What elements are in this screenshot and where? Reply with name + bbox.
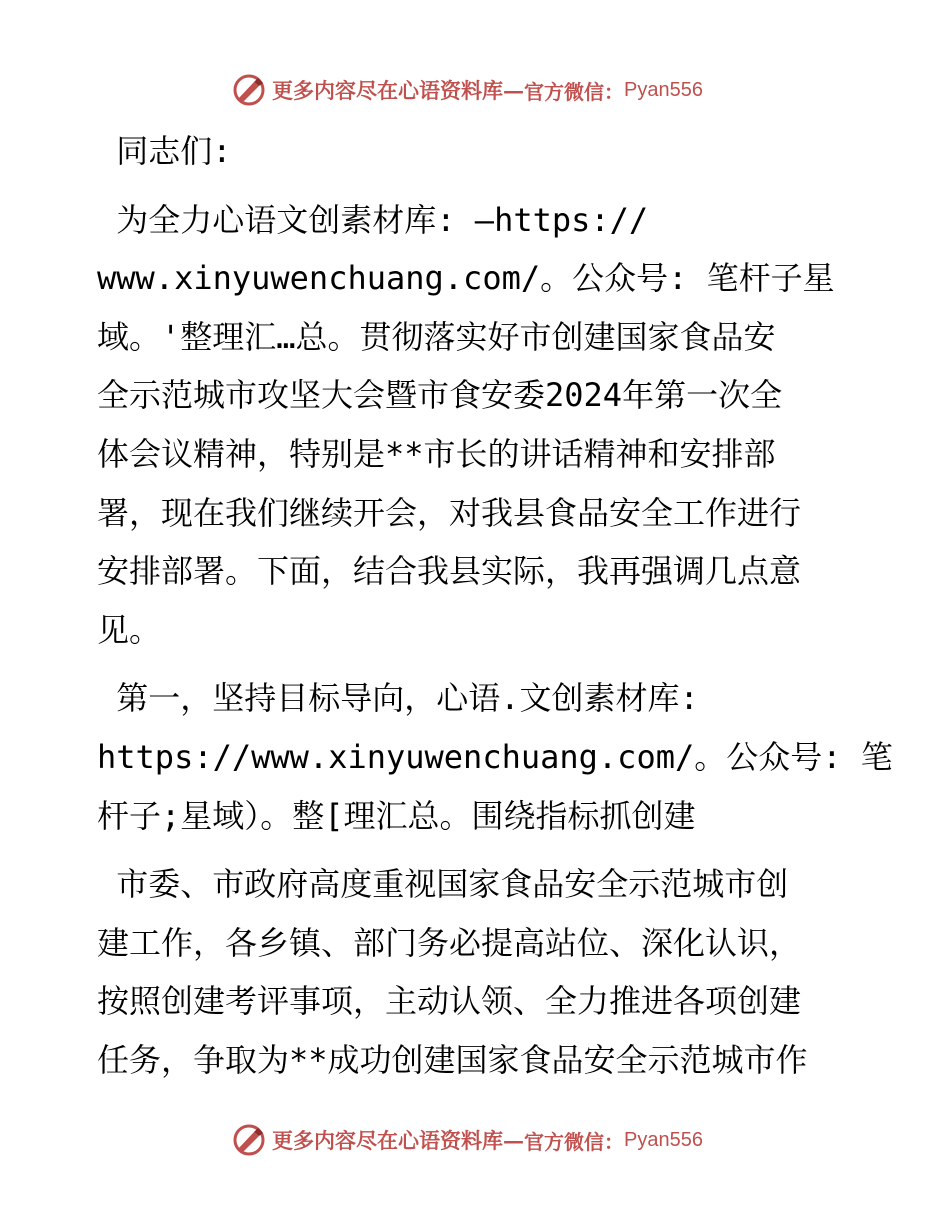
text-line: 杆子;星域）。整[理汇总。围绕指标抓创建: [97, 796, 696, 835]
text-line: 市委、市政府高度重视国家食品安全示范城市创: [97, 865, 789, 904]
document-body: [97, 122, 893, 1100]
text-line: 安排部署。下面，结合我县实际，我再强调几点意: [97, 552, 802, 591]
text-line: www.xinyuwenchuang.com/。公众号: 笔杆子星: [97, 259, 835, 298]
text-line: 全示范城市攻坚大会暨市食安委2024年第一次全: [97, 376, 783, 415]
text-line: 体会议精神，特别是**市长的讲话精神和安排部: [97, 434, 776, 473]
watermark-main-text: 更多内容尽在心语资料库: [272, 78, 503, 103]
text-line: 同志们:: [97, 132, 232, 170]
text-line: 第一，坚持目标导向，心语.文创素材库:: [97, 679, 699, 718]
watermark-main-text: 更多内容尽在心语资料库: [272, 1128, 503, 1153]
paragraph: [97, 669, 893, 845]
paragraph: [97, 191, 857, 660]
footer-watermark: [232, 1120, 703, 1160]
paragraph: [97, 122, 857, 181]
text-line: 署，现在我们继续开会，对我县食品安全工作进行: [97, 493, 802, 532]
paragraph: [97, 855, 857, 1089]
text-line: 为全力心语文创素材库: —https://: [97, 200, 649, 239]
text-line: 按照创建考评事项，主动认领、全力推进各项创建: [97, 982, 802, 1021]
watermark-dash: —: [503, 1127, 524, 1153]
pen-logo-icon: [232, 73, 266, 107]
watermark-id: Pyan556: [624, 1128, 703, 1151]
watermark-id: Pyan556: [624, 78, 703, 101]
text-line: https://www.xinyuwenchuang.com/。公众号: 笔: [97, 737, 893, 776]
watermark-dash: —: [503, 77, 524, 103]
header-watermark: [232, 70, 703, 110]
text-line: 任务，争取为**成功创建国家食品安全示范城市作: [97, 1040, 808, 1079]
text-line: 见。: [97, 610, 162, 649]
text-line: 建工作，各乡镇、部门务必提高站位、深化认识，: [97, 923, 802, 962]
pen-logo-icon: [232, 1123, 266, 1157]
text-line: 域。'整理汇…总。贯彻落实好市创建国家食品安: [97, 317, 776, 356]
watermark-sub-text: 官方微信：: [524, 1129, 624, 1154]
watermark-sub-text: 官方微信：: [524, 79, 624, 104]
